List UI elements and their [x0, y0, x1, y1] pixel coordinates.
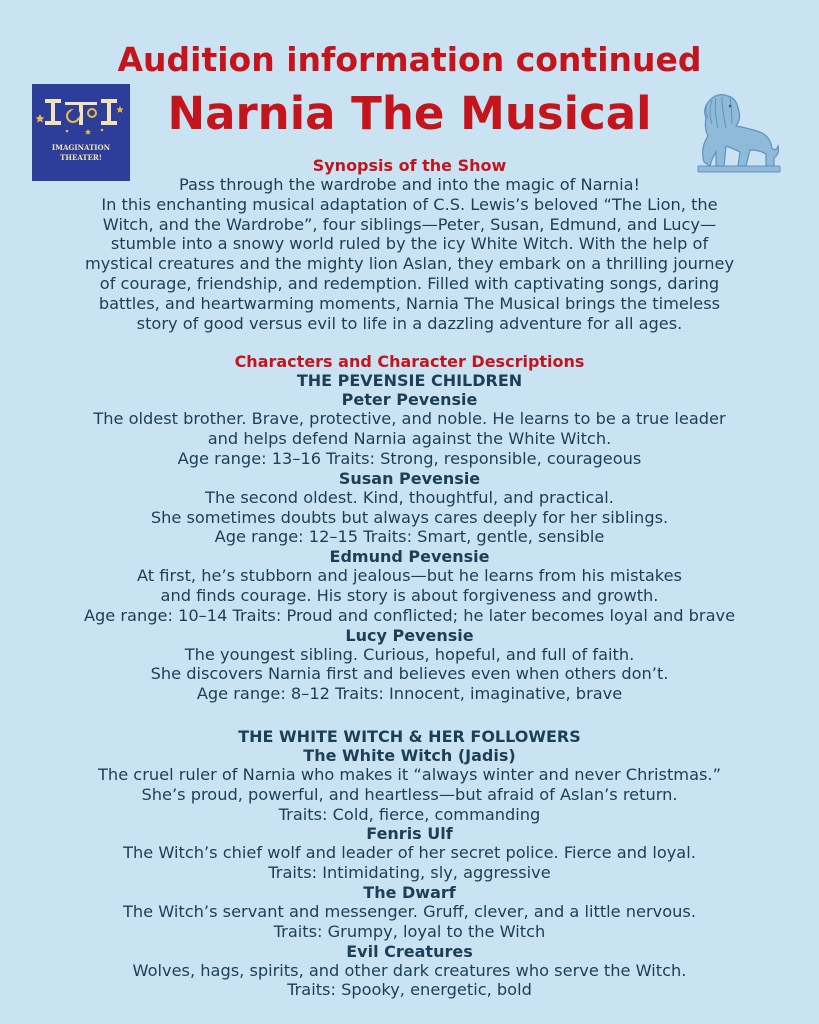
- synopsis-line: battles, and heartwarming moments, Narnia The Musical brings the timeless: [98, 293, 721, 313]
- characters-heading: Characters and Character Descriptions: [234, 352, 585, 372]
- synopsis-line: of courage, friendship, and redemption. Filled with captivating songs, daring: [99, 273, 720, 293]
- character-name-lucy: Lucy Pevensie: [345, 625, 474, 645]
- character-line: The Witch’s servant and messenger. Gruff, clever, and a little nervous.: [123, 901, 696, 921]
- character-line: Traits: Spooky, energetic, bold: [287, 980, 532, 1000]
- character-line: The cruel ruler of Narnia who makes it “always winter and never Christmas.”: [98, 764, 721, 784]
- synopsis-line: Pass through the wardrobe and into the magic of Narnia!: [178, 175, 641, 194]
- character-line: Traits: Grumpy, loyal to the Witch: [273, 921, 546, 941]
- character-name-white-witch: The White Witch (Jadis): [303, 745, 516, 765]
- character-line: She’s proud, powerful, and heartless—but afraid of Aslan’s return.: [141, 784, 678, 804]
- logo-text-line-2: THEATER!: [60, 153, 102, 162]
- character-line: The youngest sibling. Curious, hopeful, and full of faith.: [184, 644, 635, 664]
- synopsis-line: In this enchanting musical adaptation of C.S. Lewis’s beloved “The Lion, the: [101, 194, 718, 214]
- group-heading-white-witch: THE WHITE WITCH & HER FOLLOWERS: [238, 726, 581, 746]
- synopsis-line: story of good versus evil to life in a dazzling adventure for all ages.: [136, 313, 683, 333]
- character-line: Age range: 10–14 Traits: Proud and conflicted; he later becomes loyal and brave: [83, 605, 736, 625]
- character-line: Traits: Cold, fierce, commanding: [278, 804, 541, 824]
- character-name-peter: Peter Pevensie: [341, 390, 478, 410]
- character-line: She discovers Narnia first and believes even when others don’t.: [150, 664, 669, 684]
- title-line-2: Narnia The Musical: [167, 87, 652, 140]
- character-line: Traits: Intimidating, sly, aggressive: [268, 863, 551, 883]
- character-line: Age range: 8–12 Traits: Innocent, imaginative, brave: [196, 684, 623, 704]
- character-line: The oldest brother. Brave, protective, and noble. He learns to be a true leader: [93, 409, 726, 429]
- synopsis-heading: Synopsis of the Show: [312, 156, 507, 175]
- character-line: and helps defend Narnia against the White Witch.: [207, 429, 612, 449]
- content: [20, 156, 799, 1000]
- character-line: She sometimes doubts but always cares deeply for her siblings.: [150, 507, 669, 527]
- character-name-evil-creatures: Evil Creatures: [346, 941, 473, 961]
- character-line: At first, he’s stubborn and jealous—but he learns from his mistakes: [137, 566, 682, 586]
- character-line: and finds courage. His story is about forgiveness and growth.: [160, 585, 659, 605]
- character-name-edmund: Edmund Pevensie: [329, 547, 490, 567]
- synopsis-line: stumble into a snowy world ruled by the icy White Witch. With the help of: [110, 234, 709, 254]
- character-name-dwarf: The Dwarf: [363, 882, 456, 902]
- character-line: The second oldest. Kind, thoughtful, and practical.: [205, 487, 614, 507]
- group-heading-pevensie: THE PEVENSIE CHILDREN: [296, 371, 523, 391]
- character-line: Age range: 13–16 Traits: Strong, responsible, courageous: [177, 448, 642, 468]
- character-name-susan: Susan Pevensie: [338, 468, 481, 488]
- character-line: The Witch’s chief wolf and leader of her secret police. Fierce and loyal.: [123, 843, 696, 863]
- spacer: [20, 333, 799, 352]
- synopsis-line: mystical creatures and the mighty lion Aslan, they embark on a thrilling journey: [84, 254, 735, 274]
- character-line: Wolves, hags, spirits, and other dark creatures who serve the Witch.: [132, 960, 687, 980]
- title-line-1: Audition information continued: [117, 40, 702, 79]
- synopsis-line: Witch, and the Wardrobe”, four siblings—Peter, Susan, Edmund, and Lucy—: [102, 214, 717, 234]
- character-name-fenris-ulf: Fenris Ulf: [366, 824, 453, 844]
- spacer: [20, 704, 799, 727]
- logo-text-line-1: IMAGINATION: [51, 143, 111, 152]
- character-line: Age range: 12–15 Traits: Smart, gentle, sensible: [214, 527, 605, 547]
